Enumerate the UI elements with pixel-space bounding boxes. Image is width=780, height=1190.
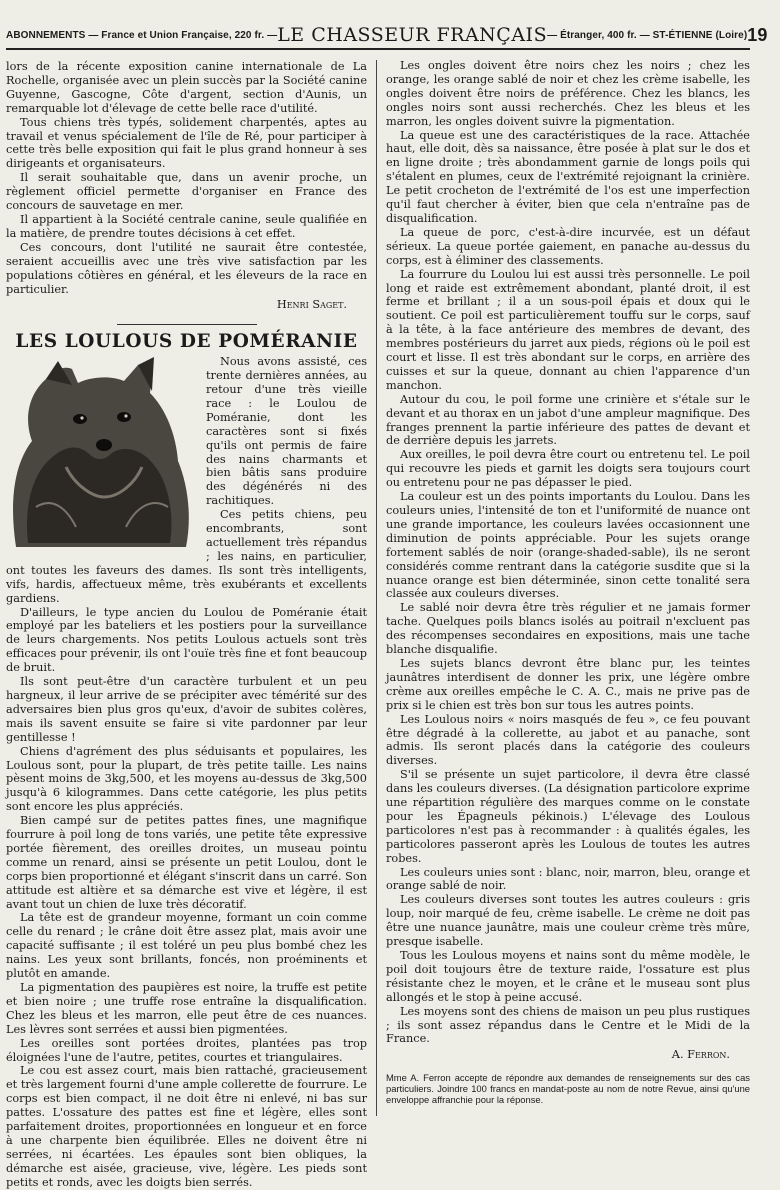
paragraph: La couleur est un des points importants du Loulou. Dans les couleurs unies, l'intensité de ton et l'uniformité de nuance ont une grande importance, les couleurs lavées occasionnent une diminution de points appréciable. Pour les sujets orange fortement sablés de noir (orange-shaded-sable), ils ne seront considérés comme rentrant dans la catégorie susdite que si la nuance orange est bien déterminée, sinon cette tonalité sera classée aux couleurs diverses. <box>386 490 750 601</box>
paragraph: La queue est une des caractéristiques de la race. Attachée haut, elle doit, dès sa naissance, être posée à plat sur le dos et en ligne droite ; très abondamment garnie de longs poils qui s'étalent en plumes, ceux de l'extrémité rejoignant la crinière. Le petit crocheton de l'extrémité de l'os est une imperfection qu'il faut chercher à éviter, bien que cela n'entraîne pas de disqualification. <box>386 128 750 225</box>
paragraph: Aux oreilles, le poil devra être court ou entretenu tel. Le poil qui recouvre les pieds et garnit les doigts sera toujours court ou entretenu pour ne pas dépasser le pied. <box>386 448 750 490</box>
paragraph: Nous avons assisté, ces trente dernières années, au retour d'une très vieille race : le Loulou de Poméranie, dont les caractères sont si fixés qu'ils ont permis de faire des nains charmants et bien bâtis sans produire des dégénérés ni des rachitiques. <box>206 355 367 508</box>
paragraph: Les sujets blancs devront être blanc pur, les teintes jaunâtres interdisent de donner les prix, une légère ombre crème aux oreilles empêche le C. A. C., mais ne prive pas de prix si le chien est très bon sur tous les autres points. <box>386 656 750 712</box>
paragraph: Autour du cou, le poil forme une crinière et s'étale sur le devant et au thorax en un jabot d'une ampleur magnifique. Des franges prennent la partie inférieure des pattes de devant et de derrière depuis les jarrets. <box>386 392 750 448</box>
paragraph: lors de la récente exposition canine internationale de La Rochelle, organisée avec un plein succès par la Société canine Guyenne, Gascogne, Côte d'argent, section d'Aunis, un remarquable lot d'élevage de cette belle race d'utilité. <box>6 60 367 115</box>
author-signature: Henri Saget. <box>276 298 347 312</box>
paragraph: Ces concours, dont l'utilité ne saurait être contestée, seraient accueillis avec une très vive satisfaction par les populations côtières en général, et les éleveurs de la race en particulier. <box>6 240 367 296</box>
pomeranian-illustration <box>6 357 198 551</box>
paragraph: Les couleurs unies sont : blanc, noir, marron, bleu, orange et orange sablé de noir. <box>386 865 750 893</box>
paragraph: Les Loulous noirs « noirs masqués de feu », ce feu pouvant être dégradé à la collerette, au jabot et au panache, sont admis. Ils seront placés dans la catégorie des couleurs diverses. <box>386 712 750 768</box>
paragraph: La tête est de grandeur moyenne, formant un coin comme celle du renard ; le crâne doit être assez plat, mais avoir une capacité suffisante ; il est toléré un peu plus bombé chez les nains. Les yeux sont brillants, foncés, non proéminents et plutôt en amande. <box>6 911 367 981</box>
paragraph: Ces petits chiens, peu encombrants, sont actuellement très répandus ; les nains, en particulier, ont toutes les faveurs des dames. Ils sont très intelligents, vifs, hardis, affectueux même, très exubérants et excellents gardiens. <box>6 508 367 605</box>
subscription-info: ABONNEMENTS — France et Union Française, 220 fr. — <box>6 29 278 41</box>
author-signature: A. Ferron. <box>671 1048 730 1062</box>
article-divider <box>117 324 257 325</box>
header-rule <box>6 48 750 50</box>
column-separator <box>376 60 377 1116</box>
foreign-subscription-info: — Étranger, 400 fr. — ST-ÉTIENNE (Loire) <box>547 29 748 41</box>
paragraph: Les couleurs diverses sont toutes les autres couleurs : gris loup, noir marqué de feu, crème isabelle. Le crème ne doit pas être une nuance jaunâtre, mais une couleur crème très mûre, presque isabelle. <box>386 893 750 949</box>
dog-portrait-image <box>6 357 198 551</box>
author-note: Mme A. Ferron accepte de répondre aux demandes de renseignements sur des cas particuliers. Joindre 100 francs en mandat-poste au nom de notre Revue, ainsi qu'une enveloppe affranchie pour la réponse. <box>386 1072 750 1106</box>
paragraph: Tous les Loulous moyens et nains sont du même modèle, le poil doit toujours être de texture raide, l'ossature est plus résistante chez le moyen, et le crâne et le museau sont plus allongés et le stop à peine accusé. <box>386 949 750 1004</box>
paragraph: Le cou est assez court, mais bien rattaché, gracieusement et très largement fourni d'une ample collerette de fourrure. Le corps est bien compact, il ne doit être ni enlevé, ni bas sur pattes. L'ossature des pattes est fine et légère, elles sont parfaitement droites, proportionnées en longueur et en force à une charpente bien équilibrée. Elles ne doivent être ni serrées, ni écartées. Les épaules sont bien obliques, la démarche est aisée, gracieuse, vive, légère. Les pieds sont petits et ronds, avec les doigts bien serrés. <box>6 1064 367 1189</box>
paragraph: La fourrure du Loulou lui est aussi très personnelle. Le poil long et raide est extrêmement abondant, planté droit, il est ferme et brillant ; il a un sous-poil épais et doux qui le soutient. Ce poil est particulièrement touffu sur le corps, sauf à la tête, à la face antérieure des membres de devant, des membres postérieurs du jarret aux pieds, régions où le poil est court et lisse. Il est très abondant sur le corps, en arrière des cuisses et sur la queue, donnant au chien l'apparence d'un manchon. <box>386 267 750 392</box>
paragraph: D'ailleurs, le type ancien du Loulou de Poméranie était employé par les bateliers et les postiers pour la surveillance de leurs chargements. Nos petits Loulous actuels sont très efficaces pour prévenir, ils ont l'ouïe très fine et font beaucoup de bruit. <box>6 605 367 675</box>
paragraph: Il serait souhaitable que, dans un avenir proche, un règlement officiel permette d'organiser en France des concours de sauvetage en mer. <box>6 171 367 213</box>
paragraph: S'il se présente un sujet particolore, il devra être classé dans les couleurs diverses. (La désignation particolore exprime une répartition régulière des marques comme on le constate pour les Épagneuls pékinois.) L'élevage des Loulous particolores n'est pas à recommander : à qualités égales, les particolores passeront après les Loulous de toutes les autres robes. <box>386 768 750 865</box>
right-column <box>386 59 750 1115</box>
paragraph: Tous chiens très typés, solidement charpentés, aptes au travail et venus spécialement de l'île de Ré, pour participer à cette très belle exposition qui fait le plus grand honneur à ses dirigeants et organisateurs. <box>6 115 367 171</box>
paragraph: Ils sont peut-être d'un caractère turbulent et un peu hargneux, il leur arrive de se précipiter avec témérité sur des adversaires bien plus gros qu'eux, d'avoir de subites colères, mais ils savent ensuite se faire si vite pardonner par leur gentillesse ! <box>6 675 367 744</box>
journal-title: LE CHASSEUR FRANÇAIS <box>277 24 548 46</box>
paragraph: Les oreilles sont portées droites, plantées pas trop éloignées l'une de l'autre, petites, courtes et triangulaires. <box>6 1036 367 1064</box>
paragraph: Les ongles doivent être noirs chez les noirs ; chez les orange, les orange sablé de noir et chez les crème isabelle, les ongles doivent être noirs de préférence. Chez les blancs, les ongles noirs sont aussi recherchés. Chez les bleus et les marron, les ongles doivent suivre la pigmentation. <box>386 59 750 128</box>
paragraph: Il appartient à la Société centrale canine, seule qualifiée en la matière, de prendre toutes décisions à cet effet. <box>6 212 367 240</box>
page-header <box>6 24 768 46</box>
paragraph: La pigmentation des paupières est noire, la truffe est petite et bien noire ; une truffe rose entraîne la disqualification. Chez les bleus et les marron, elle peut être de ces nuances. Les lèvres sont serrées et aussi bien pigmentées. <box>6 981 367 1036</box>
page-number: 19 <box>747 24 768 45</box>
paragraph: Bien campé sur de petites pattes fines, une magnifique fourrure à poil long de tons variés, une petite tête expressive portée fièrement, des oreilles droites, un museau pointu comme un renard, ainsi se présente un petit Loulou, dont le corps bien proportionné et élégant s'inscrit dans un carré. Son attitude est altière et sa démarche est vive et légère, il est avant tout un chien de luxe très décoratif. <box>6 814 367 911</box>
paragraph: Les moyens sont des chiens de maison un peu plus rustiques ; ils sont assez répandus dans le Centre et le Midi de la France. <box>386 1004 750 1046</box>
article-title: LES LOULOUS DE POMÉRANIE <box>15 331 358 353</box>
paragraph: La queue de porc, c'est-à-dire incurvée, est un défaut sérieux. La queue portée gaiement, en panache au-dessus du corps, est à éliminer des classements. <box>386 225 750 267</box>
left-column <box>6 60 367 1190</box>
paragraph: Chiens d'agrément des plus séduisants et populaires, les Loulous sont, pour la plupart, de très petite taille. Les nains pèsent moins de 3kg,500, et les moyens au-dessus de 3kg,500 jusqu'à 6 kilogrammes. Dans cette catégorie, les plus petits sont encore les plus appréciés. <box>6 744 367 814</box>
paragraph: Le sablé noir devra être très régulier et ne jamais former tache. Quelques poils blancs isolés au poitrail n'excluent pas des récompenses secondaires en expositions, mais une tache blanche disqualifie. <box>386 601 750 657</box>
